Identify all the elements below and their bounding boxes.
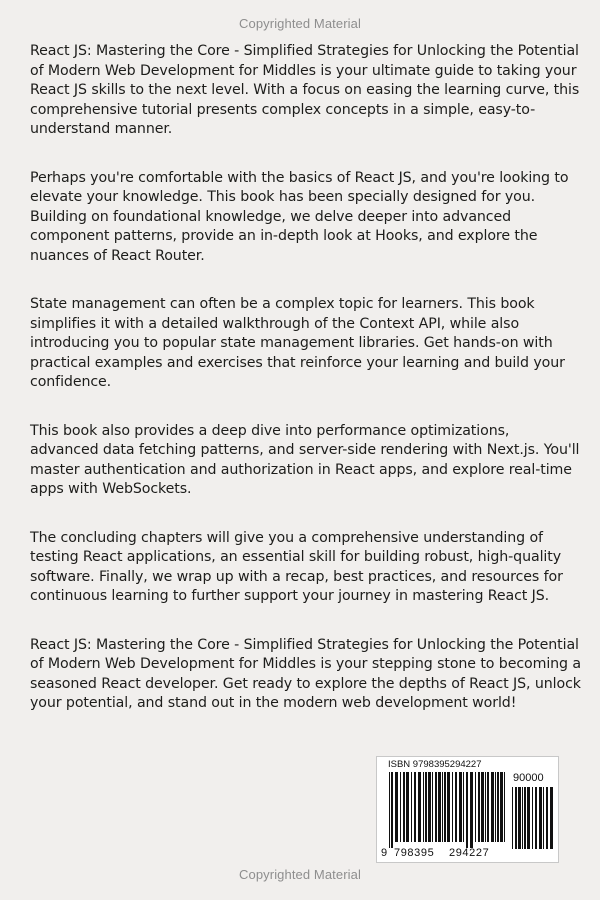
barcode-bar: [550, 787, 553, 849]
barcode-bar: [400, 772, 401, 842]
barcode-bar: [546, 787, 548, 849]
barcode-bar: [447, 772, 450, 842]
barcode-bar: [478, 772, 480, 842]
barcode-bar: [435, 772, 437, 842]
barcode-bar: [491, 772, 494, 842]
barcode-bar: [423, 772, 424, 842]
back-cover-description: [30, 42, 582, 743]
barcode-bar: [414, 772, 416, 842]
barcode-bar: [485, 772, 486, 842]
barcode-bar: [403, 772, 405, 842]
barcode-bar: [487, 772, 489, 842]
barcode-bar: [389, 772, 390, 848]
barcode-bar: [459, 772, 462, 842]
barcode-bar: [481, 772, 484, 842]
barcode-bar: [535, 787, 537, 849]
barcode-bar: [524, 787, 526, 849]
barcode-digit-group-1: 798395: [394, 847, 435, 859]
barcode-bar: [395, 772, 398, 842]
barcode-bar: [512, 787, 513, 849]
barcode-bar: [418, 772, 421, 842]
paragraph-performance: This book also provides a deep dive into performance optimizations, advanced data fetching patterns, and server-side rendering with Next.js. You'll master authentication and authorization in React apps, and explore real-time apps with WebSockets.: [30, 422, 580, 497]
barcode-bar: [532, 787, 533, 849]
barcode-bar: [406, 772, 409, 842]
barcode-bar: [500, 772, 503, 842]
barcode-bar: [411, 772, 412, 842]
barcode-bar: [495, 772, 496, 842]
paragraph-testing: The concluding chapters will give you a comprehensive understanding of testing React applications, an essential skill for building robust, high-quality software. Finally, we wrap up with a recap, best practices, and resources for continuous learning to further support your journey in mastering React JS.: [30, 529, 563, 604]
barcode-bar: [527, 787, 530, 849]
paragraph-intro: React JS: Mastering the Core - Simplified Strategies for Unlocking the Potential of Modern Web Development for Middles is your ultimate guide to taking your React JS skills to the next level. With a focus on easing the learning curve, this comprehensive tutorial presents complex concepts in a simple, easy-to-understand manner.: [30, 43, 580, 137]
barcode-bar: [391, 772, 393, 848]
copyright-watermark-bottom: Copyrighted Material: [239, 867, 361, 882]
barcode-bar: [463, 772, 464, 842]
paragraph-closing: React JS: Mastering the Core - Simplified Strategies for Unlocking the Potential of Modern Web Development for Middles is your stepping stone to becoming a seasoned React developer. Get ready to explore the depths of React JS, unlock your potential, and stand out in the modern web development world!: [30, 636, 581, 711]
barcode-bar: [442, 772, 443, 842]
barcode-bar: [543, 787, 544, 849]
barcode-bar: [466, 772, 468, 848]
barcode-bar: [428, 772, 431, 842]
paragraph-audience: Perhaps you're comfortable with the basics of React JS, and you're looking to elevate your knowledge. This book has been specially designed for you. Building on foundational knowledge, we delve deeper into advanced component patterns, provide an in-depth look at Hooks, and explore the nuances of React Router.: [30, 169, 569, 264]
barcode-digit-group-2: 294227: [449, 847, 490, 859]
copyright-watermark-top: Copyrighted Material: [239, 16, 361, 31]
barcode-bar: [470, 772, 473, 848]
barcode-digit-first: 9: [381, 847, 388, 859]
barcode-bar: [539, 787, 542, 849]
price-code: 90000: [513, 772, 544, 784]
barcode-bar: [475, 772, 476, 842]
barcode-bar: [452, 772, 453, 842]
paragraph-state-management: State management can often be a complex topic for learners. This book simplifies it with a detailed walkthrough of the Context API, while also introducing you to popular state management libraries. Get hands-on with practical examples and exercises that reinforce your learning and build your confidence.: [30, 296, 565, 390]
barcode-bar: [497, 772, 499, 842]
barcode-bar: [425, 772, 427, 842]
barcode-bar: [518, 787, 521, 849]
isbn-label: ISBN 9798395294227: [388, 759, 482, 770]
barcode-bar: [432, 772, 433, 842]
barcode-bar: [522, 787, 523, 849]
barcode-bar: [444, 772, 446, 842]
barcode-bar: [515, 787, 517, 849]
barcode-bar: [455, 772, 457, 842]
isbn-barcode: [376, 756, 559, 863]
barcode-bar: [504, 772, 505, 842]
barcode-bar: [438, 772, 441, 842]
